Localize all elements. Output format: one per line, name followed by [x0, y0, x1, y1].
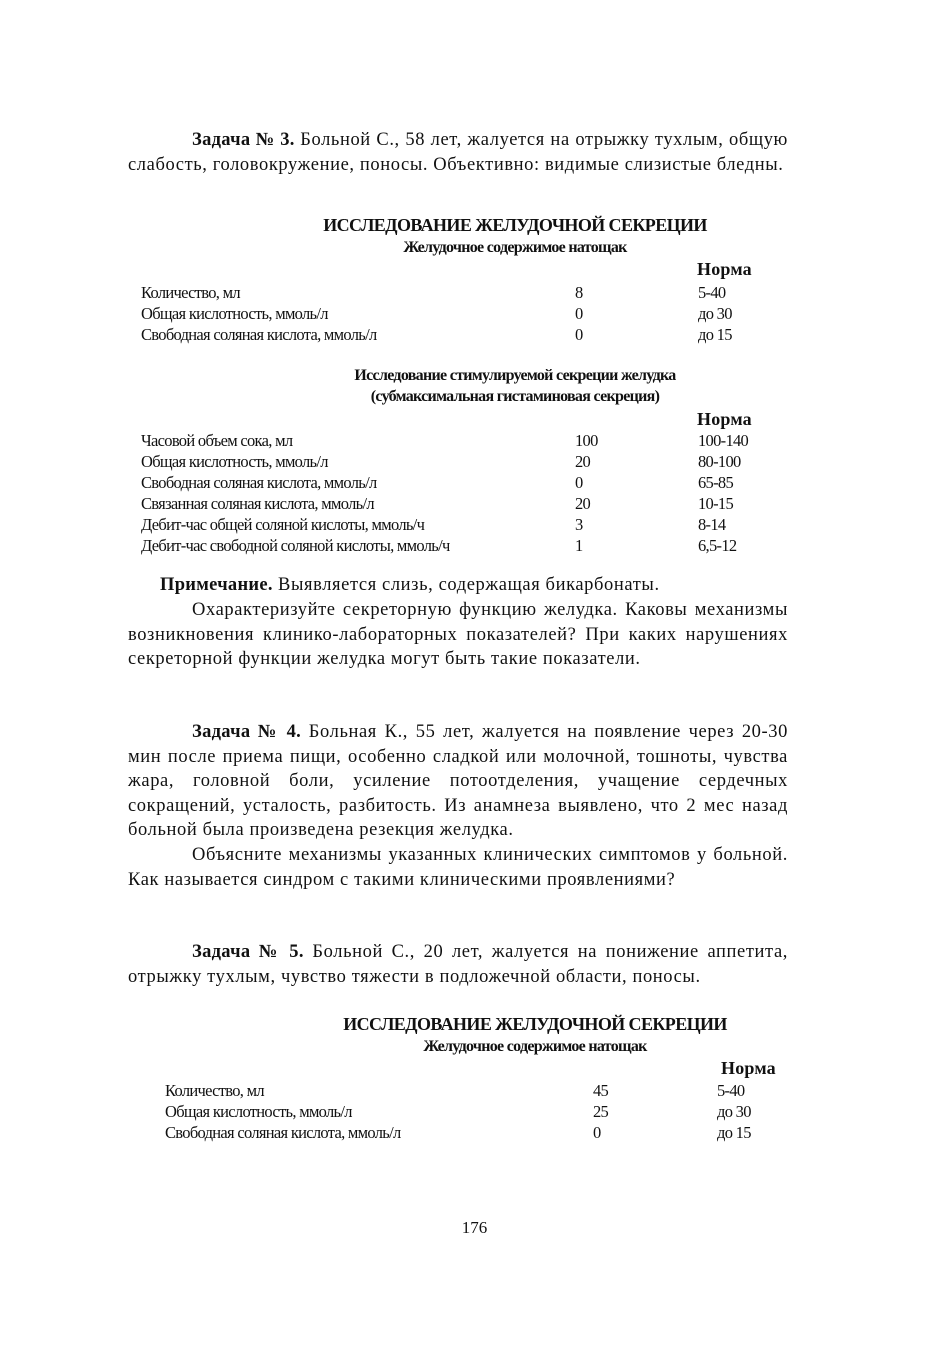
table-row [141, 303, 732, 324]
table-row [141, 324, 732, 345]
task3-note [128, 573, 788, 598]
task3-table1-title: ИССЛЕДОВАНИЕ ЖЕЛУДОЧНОЙ СЕКРЕЦИИ [323, 215, 707, 235]
row-norm: до 15 [698, 325, 732, 344]
row-value: 0 [575, 473, 583, 492]
row-name: Общая кислотность, ммоль/л [141, 452, 328, 471]
table-row [141, 472, 748, 493]
row-value: 25 [593, 1102, 609, 1121]
row-value: 1 [575, 536, 583, 555]
row-value: 8 [575, 283, 583, 302]
row-norm: 10-15 [698, 494, 733, 513]
row-norm: до 15 [717, 1123, 751, 1142]
row-name: Общая кислотность, ммоль/л [141, 304, 328, 323]
row-norm: 100-140 [698, 431, 749, 450]
task5-table1-subtitle: Желудочное содержимое натощак [423, 1038, 647, 1055]
row-name: Свободная соляная кислота, ммоль/л [141, 325, 377, 344]
row-value: 20 [575, 494, 591, 513]
task3-question [128, 598, 788, 672]
task3-table1-norma-header: Норма [697, 259, 752, 279]
row-norm: 6,5-12 [698, 536, 737, 555]
row-norm: до 30 [698, 304, 732, 323]
task5-table1-norma-header: Норма [721, 1058, 776, 1078]
table-row [141, 430, 748, 451]
task3-text: Больной С., 58 лет, жалуется на отрыжку тухлым, общую слабость, головокружение, поносы. Объективно: видимые слизистые бледны. [128, 130, 788, 175]
row-name: Связанная соляная кислота, ммоль/л [141, 494, 374, 513]
row-name: Количество, мл [141, 283, 240, 302]
row-norm: 80-100 [698, 452, 741, 471]
task5-paragraph [128, 940, 788, 989]
task3-table2-norma-header: Норма [697, 409, 752, 429]
row-value: 0 [575, 325, 583, 344]
row-name: Общая кислотность, ммоль/л [165, 1102, 352, 1121]
row-value: 100 [575, 431, 598, 450]
task4-question [128, 843, 788, 892]
table-row [165, 1122, 751, 1143]
task3-label: Задача № 3. [192, 130, 295, 150]
task3-table2 [141, 430, 748, 556]
task3-question-text: Охарактеризуйте секреторную функцию желудка. Каковы механизмы возникновения клинико-лабораторных показателей? При каких нарушениях секреторной функции желудка могут быть такие показатели. [128, 600, 788, 669]
task4-label: Задача № 4. [192, 722, 302, 742]
table-row [141, 514, 748, 535]
table-row [165, 1080, 751, 1101]
row-value: 0 [575, 304, 583, 323]
row-norm: 65-85 [698, 473, 733, 492]
table-row [165, 1101, 751, 1122]
task3-table2-title-line1: Исследование стимулируемой секреции желудка [354, 367, 676, 384]
row-norm: до 30 [717, 1102, 751, 1121]
row-norm: 5-40 [717, 1081, 745, 1100]
task3-note-label: Примечание. [160, 575, 273, 595]
task3-table1 [141, 282, 732, 345]
table-row [141, 535, 748, 556]
row-value: 45 [593, 1081, 609, 1100]
table-row [141, 282, 732, 303]
task4-question-text: Объясните механизмы указанных клинических симптомов у больной. Как называется синдром с такими клиническими проявлениями? [128, 845, 788, 890]
table-row [141, 451, 748, 472]
task3-paragraph [128, 128, 788, 177]
task3-table1-subtitle: Желудочное содержимое натощак [403, 239, 627, 256]
row-name: Количество, мл [165, 1081, 264, 1100]
page-number: 176 [461, 1218, 488, 1237]
row-value: 20 [575, 452, 591, 471]
task4-text: Больная К., 55 лет, жалуется на появление через 20-30 мин после приема пищи, особенно сладкой или молочной, тошноты, чувства жара, головной боли, усиление потоотделения, учащение сердечных сокращений, усталость, разбитость. Из анамнеза выявлено, что 2 мес назад больной была произведена резекция желудка. [128, 722, 788, 840]
row-norm: 8-14 [698, 515, 726, 534]
row-value: 0 [593, 1123, 601, 1142]
row-norm: 5-40 [698, 283, 726, 302]
task3-table2-title-line2: (субмаксимальная гистаминовая секреция) [370, 388, 660, 405]
task5-table1-title: ИССЛЕДОВАНИЕ ЖЕЛУДОЧНОЙ СЕКРЕЦИИ [343, 1014, 727, 1034]
row-name: Часовой объем сока, мл [141, 431, 293, 450]
row-name: Свободная соляная кислота, ммоль/л [165, 1123, 401, 1142]
task5-text: Больной С., 20 лет, жалуется на понижение аппетита, отрыжку тухлым, чувство тяжести в подложечной области, поносы. [128, 942, 788, 987]
task5-label: Задача № 5. [192, 942, 304, 962]
task4-paragraph [128, 720, 788, 843]
table-row [141, 493, 748, 514]
task5-table1 [165, 1080, 751, 1143]
task3-note-text: Выявляется слизь, содержащая бикарбонаты. [272, 575, 660, 595]
row-value: 3 [575, 515, 583, 534]
row-name: Дебит-час свободной соляной кислоты, ммоль/ч [141, 536, 450, 555]
row-name: Дебит-час общей соляной кислоты, ммоль/ч [141, 515, 425, 534]
row-name: Свободная соляная кислота, ммоль/л [141, 473, 377, 492]
